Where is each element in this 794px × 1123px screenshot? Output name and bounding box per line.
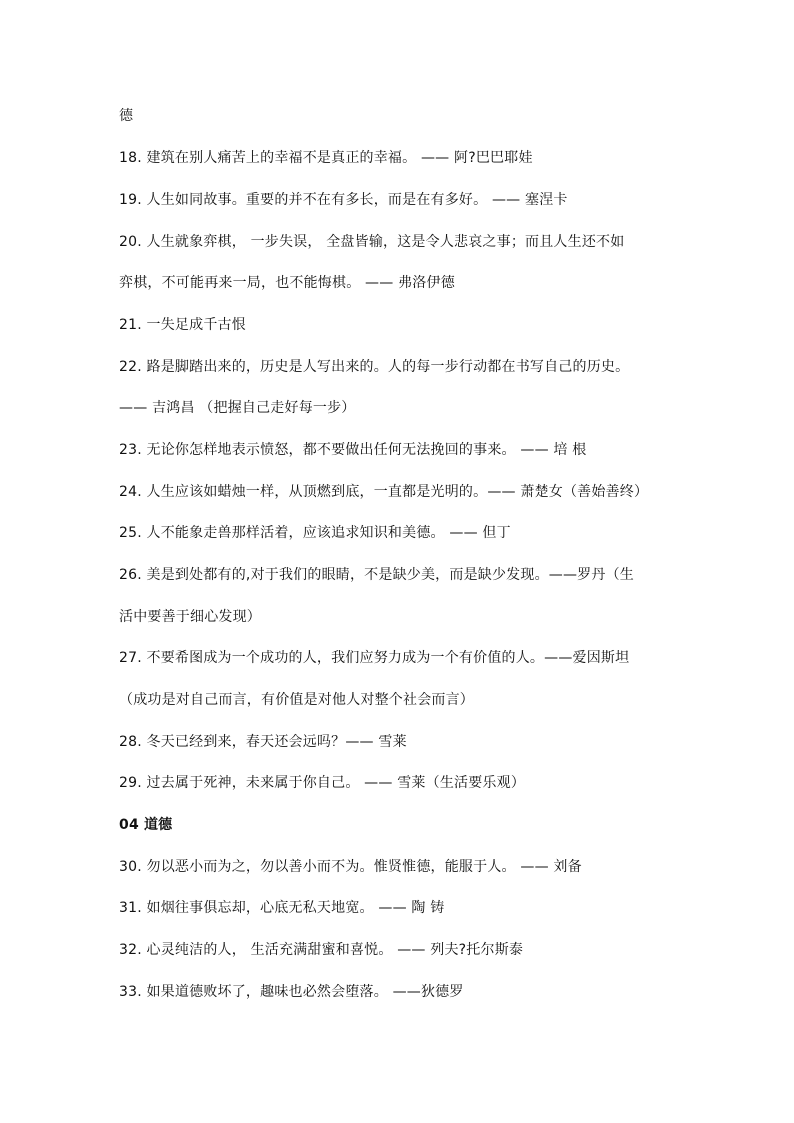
quote-19: 19. 人生如同故事。重要的并不在有多长，而是在有多好。 —— 塞涅卡 — [119, 192, 568, 208]
quote-33: 33. 如果道德败坏了，趣味也必然会堕落。 ——狄德罗 — [119, 984, 464, 1000]
quote-32: 32. 心灵纯洁的人， 生活充满甜蜜和喜悦。 —— 列夫?托尔斯泰 — [119, 942, 524, 958]
quote-30: 30. 勿以恶小而为之，勿以善小而不为。惟贤惟德，能服于人。 —— 刘备 — [119, 859, 582, 875]
quote-23: 23. 无论你怎样地表示愤怒，都不要做出任何无法挽回的事来。 —— 培 根 — [119, 442, 587, 458]
quote-24: 24. 人生应该如蜡烛一样，从顶燃到底，一直都是光明的。—— 萧楚女（善始善终） — [119, 484, 649, 500]
quote-22: 22. 路是脚踏出来的，历史是人写出来的。人的每一步行动都在书写自己的历史。 — [119, 359, 630, 375]
quote-28: 28. 冬天已经到来，春天还会远吗？—— 雪莱 — [119, 734, 407, 750]
quote-26: 26. 美是到处都有的,对于我们的眼睛，不是缺少美，而是缺少发现。——罗丹（生 — [119, 567, 634, 583]
quote-25: 25. 人不能象走兽那样活着，应该追求知识和美德。 —— 但丁 — [119, 525, 511, 541]
quote-22-continued: —— 吉鸿昌 （把握自己走好每一步） — [119, 400, 356, 416]
quote-31: 31. 如烟往事俱忘却，心底无私天地宽。 —— 陶 铸 — [119, 900, 445, 916]
section-heading: 04 道德 — [119, 817, 173, 833]
quote-29: 29. 过去属于死神，未来属于你自己。 —— 雪莱（生活要乐观） — [119, 775, 526, 791]
quote-27-continued: （成功是对自己而言，有价值是对他人对整个社会而言） — [119, 692, 474, 708]
quote-27: 27. 不要希图成为一个成功的人，我们应努力成为一个有价值的人。——爱因斯坦 — [119, 650, 630, 666]
quote-20-continued: 弈棋，不可能再来一局，也不能悔棋。 —— 弗洛伊德 — [119, 275, 455, 291]
text-line: 德 — [119, 108, 134, 124]
quote-21: 21. 一失足成千古恨 — [119, 317, 246, 333]
quote-20: 20. 人生就象弈棋， 一步失误， 全盘皆输，这是令人悲哀之事；而且人生还不如 — [119, 234, 625, 250]
quote-26-continued: 活中要善于细心发现） — [119, 609, 261, 625]
quote-18: 18. 建筑在别人痛苦上的幸福不是真正的幸福。 —— 阿?巴巴耶娃 — [119, 150, 533, 166]
